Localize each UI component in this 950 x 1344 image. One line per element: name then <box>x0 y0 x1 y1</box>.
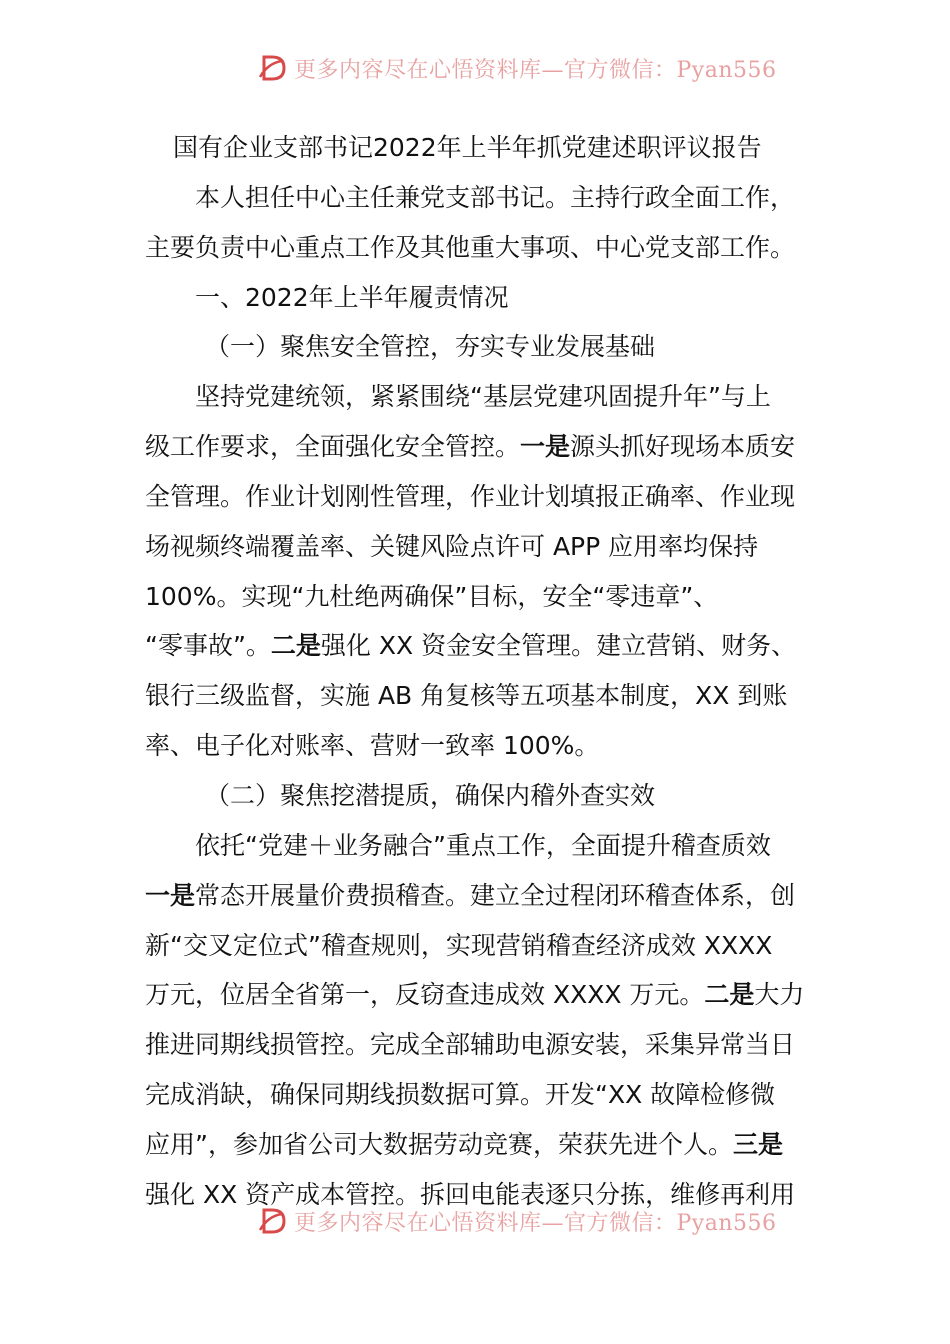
bold-keyword: 一是 <box>520 432 571 462</box>
text-run: 应用”，参加省公司大数据劳动竞赛，荣获先进个人。 <box>145 1129 733 1159</box>
watermark-top <box>258 52 778 84</box>
paragraph-line: 依托“党建＋业务融合”重点工作，全面提升稽查质效 <box>195 830 771 860</box>
watermark-bottom <box>258 1205 778 1237</box>
paragraph-line <box>145 871 825 921</box>
paragraph-line: 坚持党建统领，紧紧围绕“基层党建巩固提升年”与上 <box>195 382 771 412</box>
subsection-heading: （二）聚焦挖潜提质，确保内稽外查实效 <box>205 780 656 810</box>
watermark-logo-icon <box>258 53 288 83</box>
paragraph-line: 银行三级监督，实施 AB 角复核等五项基本制度，XX 到账 <box>145 681 788 711</box>
paragraph-line <box>145 970 825 1020</box>
document-title: 国有企业支部书记2022年上半年抓党建述职评议报告 <box>173 133 762 162</box>
paragraph-line: 完成消缺，确保同期线损数据可算。开发“XX 故障检修微 <box>145 1080 776 1110</box>
watermark-text: 更多内容尽在心悟资料库—官方微信：Pyan556 <box>294 57 777 83</box>
paragraph-line: 场视频终端覆盖率、关键风险点许可 APP 应用率均保持 <box>145 531 759 561</box>
bold-keyword: 一是 <box>145 880 196 910</box>
text-run: 源头抓好现场本质安 <box>570 432 796 462</box>
bold-keyword: 二是 <box>704 980 755 1010</box>
paragraph-line: 推进同期线损管控。完成全部辅助电源安装，采集异常当日 <box>145 1030 796 1060</box>
bold-keyword: 三是 <box>732 1129 783 1159</box>
text-run: 万元，位居全省第一，反窃查违成效 XXXX 万元。 <box>145 980 705 1010</box>
paragraph-line: 强化 XX 资产成本管控。拆回电能表逐只分拣，维修再利用 <box>145 1179 796 1209</box>
bold-keyword: 二是 <box>270 631 321 661</box>
text-run: 大力 <box>754 980 805 1010</box>
watermark-logo-icon <box>258 1206 288 1236</box>
paragraph-line: 率、电子化对账率、营财一致率 100%。 <box>145 731 600 761</box>
paragraph-line: 全管理。作业计划刚性管理，作业计划填报正确率、作业现 <box>145 481 796 511</box>
subsection-heading: （一）聚焦安全管控，夯实专业发展基础 <box>205 332 656 362</box>
text-run: “零事故”。 <box>145 631 271 661</box>
document-body <box>145 123 825 1220</box>
intro-line: 主要负责中心重点工作及其他重大事项、中心党支部工作。 <box>145 232 796 262</box>
text-run: 级工作要求，全面强化安全管控。 <box>145 432 521 462</box>
watermark-text: 更多内容尽在心悟资料库—官方微信：Pyan556 <box>294 1210 777 1236</box>
section-heading: 一、2022年上半年履责情况 <box>195 282 509 312</box>
paragraph-line <box>145 422 825 472</box>
paragraph-line: 新“交叉定位式”稽查规则，实现营销稽查经济成效 XXXX <box>145 930 773 960</box>
paragraph-line <box>145 1120 825 1170</box>
text-run: 强化 XX 资金安全管理。建立营销、财务、 <box>320 631 797 661</box>
text-run: 常态开展量价费损稽查。建立全过程闭环稽查体系，创 <box>195 880 796 910</box>
paragraph-line: 100%。实现“九杜绝两确保”目标，安全“零违章”、 <box>145 581 719 611</box>
intro-line: 本人担任中心主任兼党支部书记。主持行政全面工作， <box>195 182 796 212</box>
paragraph-line <box>145 621 825 671</box>
